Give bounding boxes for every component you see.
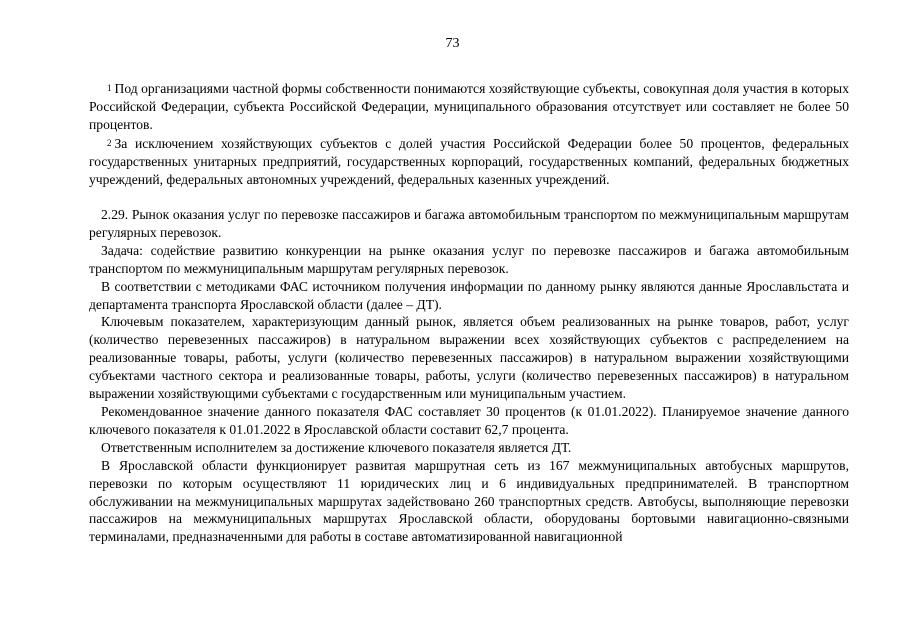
footnote-mark-1: 1	[107, 83, 112, 93]
section-heading: 2.29. Рынок оказания услуг по перевозке пассажиров и багажа автомобильным транспортом по межмуниципальным маршрутам регулярных перевозок.	[89, 207, 849, 240]
paragraph-route-network: В Ярославской области функционирует развитая маршрутная сеть из 167 межмуниципальных автобусных маршрутов, перевозки по которым осуществляют 11 юридических лиц и 6 индивидуальных предпринимателей. В транспортном обслуживании на межмуниципальных маршрутах задействовано 260 транспортных средств. Автобусы, выполняющие перевозки пассажиров на межмуниципальных маршрутах Ярославской области, оборудованы бортовыми навигационно-связными терминалами, предназначенными для работы в составе автоматизированной навигационной	[89, 457, 849, 545]
paragraph-recommended-value: Рекомендованное значение данного показателя ФАС составляет 30 процентов (к 01.01.2022). Планируемое значение данного ключевого показателя к 01.01.2022 в Ярославской области составит 62,7 процента.	[89, 403, 849, 437]
section-body	[89, 206, 849, 546]
paragraph-key-indicator: Ключевым показателем, характеризующим данный рынок, является объем реализованных на рынке товаров, работ, услуг (количество перевезенных пассажиров) в натуральном выражении всех хозяйствующих субъектов с распределением на реализованные товары, работы, услуги (количество перевезенных пассажиров) в натуральном выражении хозяйствующими субъектами частного сектора и реализованные товары, работы, услуги (количество перевезенных пассажиров) в натуральном выражении хозяйствующими субъектами с государственным или муниципальным участием.	[89, 314, 849, 402]
paragraph-source: В соответствии с методиками ФАС источником получения информации по данному рынку являются данные Ярославльстата и департамента транспорта Ярославской области (далее – ДТ).	[89, 278, 849, 312]
page-number: 73	[445, 36, 460, 51]
footnotes	[89, 80, 849, 189]
footnote-2-text: За исключением хозяйствующих субъектов с долей участия Российской Федерации более 50 процентов, федеральных государственных унитарных предприятий, государственных корпораций, государственных компаний, федеральных бюджетных учреждений, федеральных автономных учреждений, федеральных казенных учреждений.	[89, 135, 849, 188]
footnote-mark-2: 2	[107, 137, 112, 148]
footnote-2	[89, 135, 849, 190]
paragraph-task: Задача: содействие развитию конкуренции на рынке оказания услуг по перевозке пассажиров и багажа автомобильным транспортом по межмуниципальным маршрутам регулярных перевозок.	[89, 242, 849, 276]
paragraph-responsible: Ответственным исполнителем за достижение ключевого показателя является ДТ.	[101, 439, 572, 455]
footnote-1-text: Под организациями частной формы собственности понимаются хозяйствующие субъекты, совокупная доля участия в которых Российской Федерации, субъекта Российской Федерации, муниципального образования отсутствует или составляет не более 50 процентов.	[89, 81, 849, 133]
footnote-1	[89, 80, 849, 135]
